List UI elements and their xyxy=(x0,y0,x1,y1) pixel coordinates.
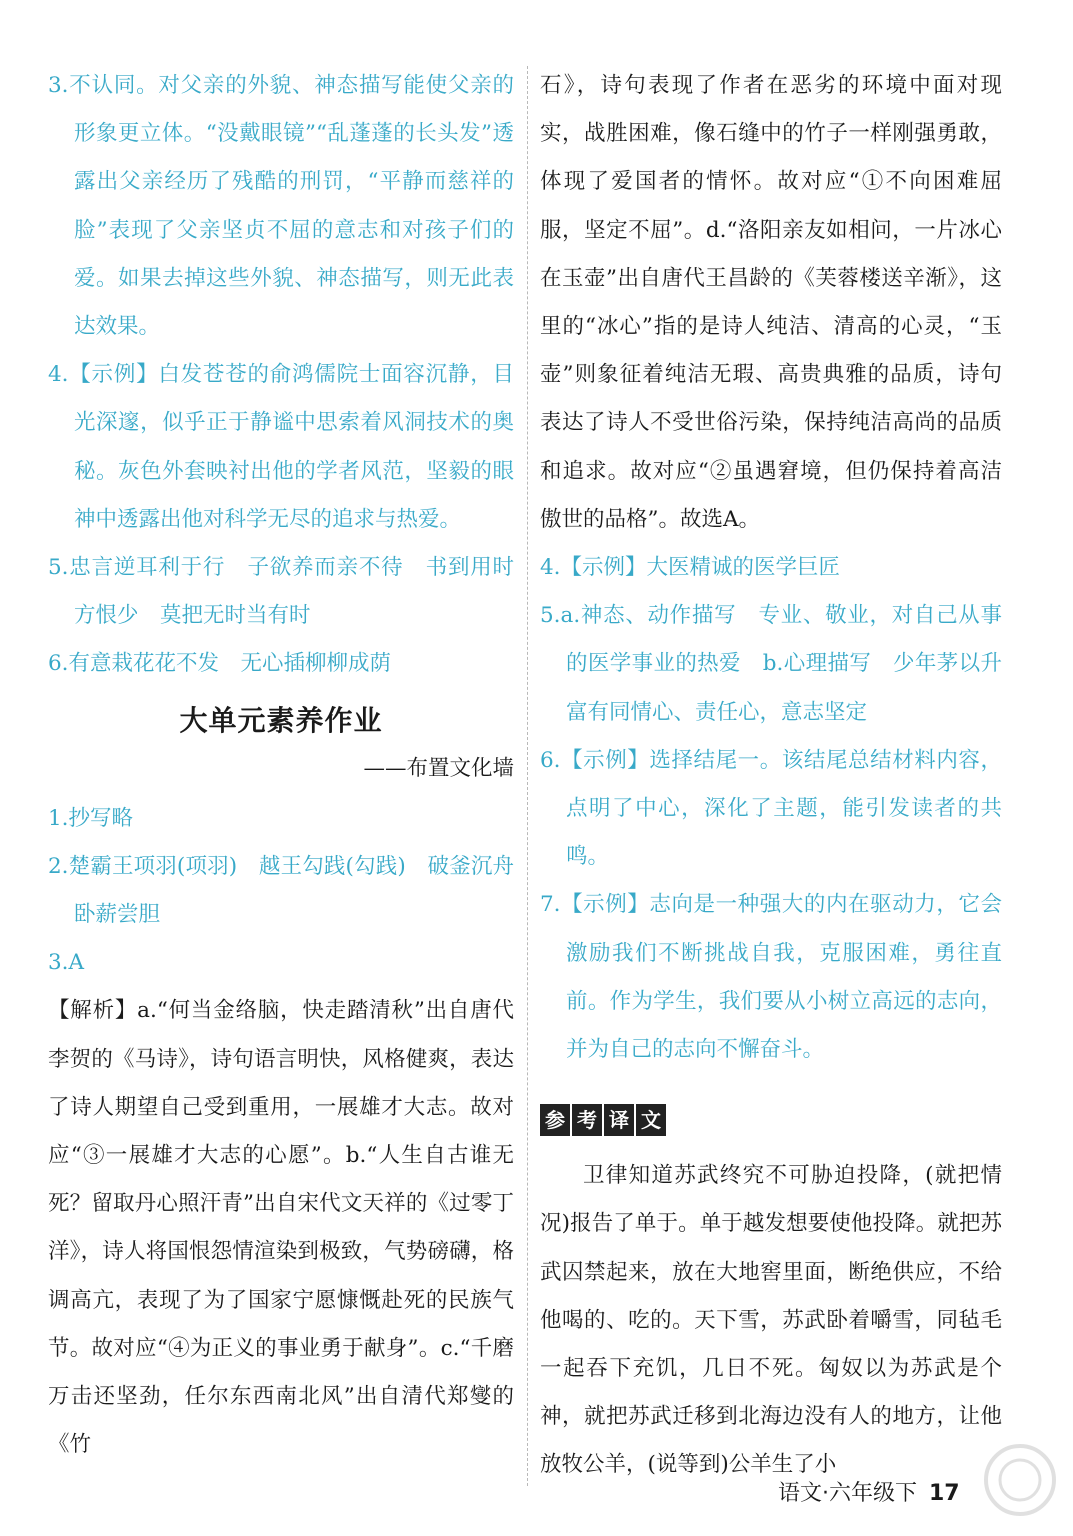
analysis-text: a.“何当金络脑，快走踏清秋”出自唐代李贺的《马诗》，诗句语言明快，风格健爽，表达了诗人期望自己受到重用，一展雄才大志。故对应“③一展雄才大志的心愿”。b.“人生自古谁无死？留取丹心照汗青”出自宋代文天祥的《过零丁洋》，诗人将国恨怨情渲染到极致，气势磅礴，格调高亢，表现了为了国家宁愿慷慨赴死的民族气节。故对应“④为正义的事业勇于献身”。c.“千磨万击还坚劲，任尔东西南北风”出自清代郑燮的《竹 xyxy=(48,998,514,1458)
item-number: 5. xyxy=(48,555,69,581)
item-number: 7. xyxy=(540,892,561,918)
reference-translation-heading xyxy=(540,1104,1002,1142)
left-column xyxy=(48,62,536,1469)
analysis-tag: 【解析】 xyxy=(48,998,138,1024)
heading-char: 译 xyxy=(604,1104,634,1136)
heading-char: 文 xyxy=(636,1104,666,1136)
item-number: 4. xyxy=(48,362,69,388)
item-number: 1. xyxy=(48,805,69,831)
item-number: 3. xyxy=(48,950,69,976)
answer-s3 xyxy=(48,939,514,987)
right-column xyxy=(540,62,1002,1490)
item-number: 6. xyxy=(48,651,69,677)
answer-4 xyxy=(48,351,514,544)
answer-text: 志向是一种强大的内在驱动力，它会激励我们不断挑战自我，克服困难，勇往直前。作为学生，我们要从小树立高远的志向，并为自己的志向不懈奋斗。 xyxy=(566,892,1002,1063)
heading-char: 考 xyxy=(572,1104,602,1136)
answer-text: A xyxy=(68,950,85,976)
column-divider xyxy=(527,66,528,1486)
footer-subject: 语文·六年级下 xyxy=(778,1481,917,1506)
answer-6 xyxy=(48,640,514,688)
answer-text: 白发苍苍的俞鸿儒院士面容沉静，目光深邃，似乎正于静谧中思索着风洞技术的奥秘。灰色外套映衬出他的学者风范，坚毅的眼神中透露出他对科学无尽的追求与热爱。 xyxy=(74,362,514,532)
answer-text: 楚霸王项羽(项羽) 越王勾践(勾践) 破釜沉舟 卧薪尝胆 xyxy=(68,853,536,928)
watermark-logo xyxy=(960,1440,1070,1530)
example-tag: 【示例】 xyxy=(560,555,647,581)
answer-text: 有意栽花花不发 无心插柳柳成荫 xyxy=(68,651,392,677)
section-subtitle: ——布置文化墙 xyxy=(363,755,514,781)
answer-text: 不认同。对父亲的外貌、神态描写能使父亲的形象更立体。“没戴眼镜”“乱蓬蓬的长头发”透露出父亲经历了残酷的刑罚，“平静而慈祥的脸”表现了父亲坚贞不屈的意志和对孩子们的爱。如果去掉这些外貌、神态描写，则无此表达效果。 xyxy=(68,73,514,340)
item-number: 3. xyxy=(48,73,69,98)
answer-text: 抄写略 xyxy=(68,805,134,831)
item-number: 2. xyxy=(48,853,69,879)
answer-r7 xyxy=(540,881,1002,1074)
item-number: 5. xyxy=(540,603,561,629)
section-title: 大单元素养作业 xyxy=(179,703,383,737)
heading-char: 参 xyxy=(540,1104,570,1136)
analysis-continued: 石》，诗句表现了作者在恶劣的环境中面对现实，战胜困难，像石缝中的竹子一样刚强勇敢，体现了爱国者的情怀。故对应“①不向困难屈服，坚定不屈”。d.“洛阳亲友如相问，一片冰心在玉壶”出自唐代王昌龄的《芙蓉楼送辛渐》，这里的“冰心”指的是诗人纯洁、清高的心灵，“玉壶”则象征着纯洁无瑕、高贵典雅的品质，诗句表达了诗人不受世俗污染，保持纯洁高尚的品质和追求。故对应“②虽遇窘境，但仍保持着高洁傲世的品格”。故选A。 xyxy=(540,73,1002,532)
example-tag: 【示例】 xyxy=(68,362,159,388)
item-number: 4. xyxy=(540,555,561,581)
answer-r5 xyxy=(540,592,1002,737)
answer-r4 xyxy=(540,544,1002,592)
answer-s1 xyxy=(48,795,514,843)
example-tag: 【示例】 xyxy=(560,747,650,773)
translation-text: 卫律知道苏武终究不可胁迫投降，(就把情况)报告了单于。单于越发想要使他投降。就把苏武囚禁起来，放在大地窖里面，断绝供应，不给他喝的、吃的。天下雪，苏武卧着嚼雪，同毡毛一起吞下充饥，几日不死。匈奴以为苏武是个神，就把苏武迁移到北海边没有人的地方，让他放牧公羊，(说等到)公羊生了小 xyxy=(540,1163,1002,1478)
answer-text: 大医精诚的医学巨匠 xyxy=(646,555,841,581)
analysis xyxy=(48,987,514,1469)
answer-3 xyxy=(48,62,514,351)
item-number: 6. xyxy=(540,747,561,773)
answer-r6 xyxy=(540,737,1002,882)
answer-text: a.神态、动作描写 专业、敬业，对自己从事的医学事业的热爱 b.心理描写 少年茅以升富有同情心、责任心，意志坚定 xyxy=(560,603,1002,725)
page-number: 17 xyxy=(929,1481,960,1506)
page-footer xyxy=(778,1476,960,1507)
answer-5 xyxy=(48,544,514,640)
answer-s2 xyxy=(48,843,536,939)
example-tag: 【示例】 xyxy=(560,892,650,918)
answer-text: 选择结尾一。该结尾总结材料内容，点明了中心，深化了主题，能引发读者的共鸣。 xyxy=(566,747,1002,870)
answer-text: 忠言逆耳利于行 子欲养而亲不待 书到用时方恨少 莫把无时当有时 xyxy=(68,555,514,629)
